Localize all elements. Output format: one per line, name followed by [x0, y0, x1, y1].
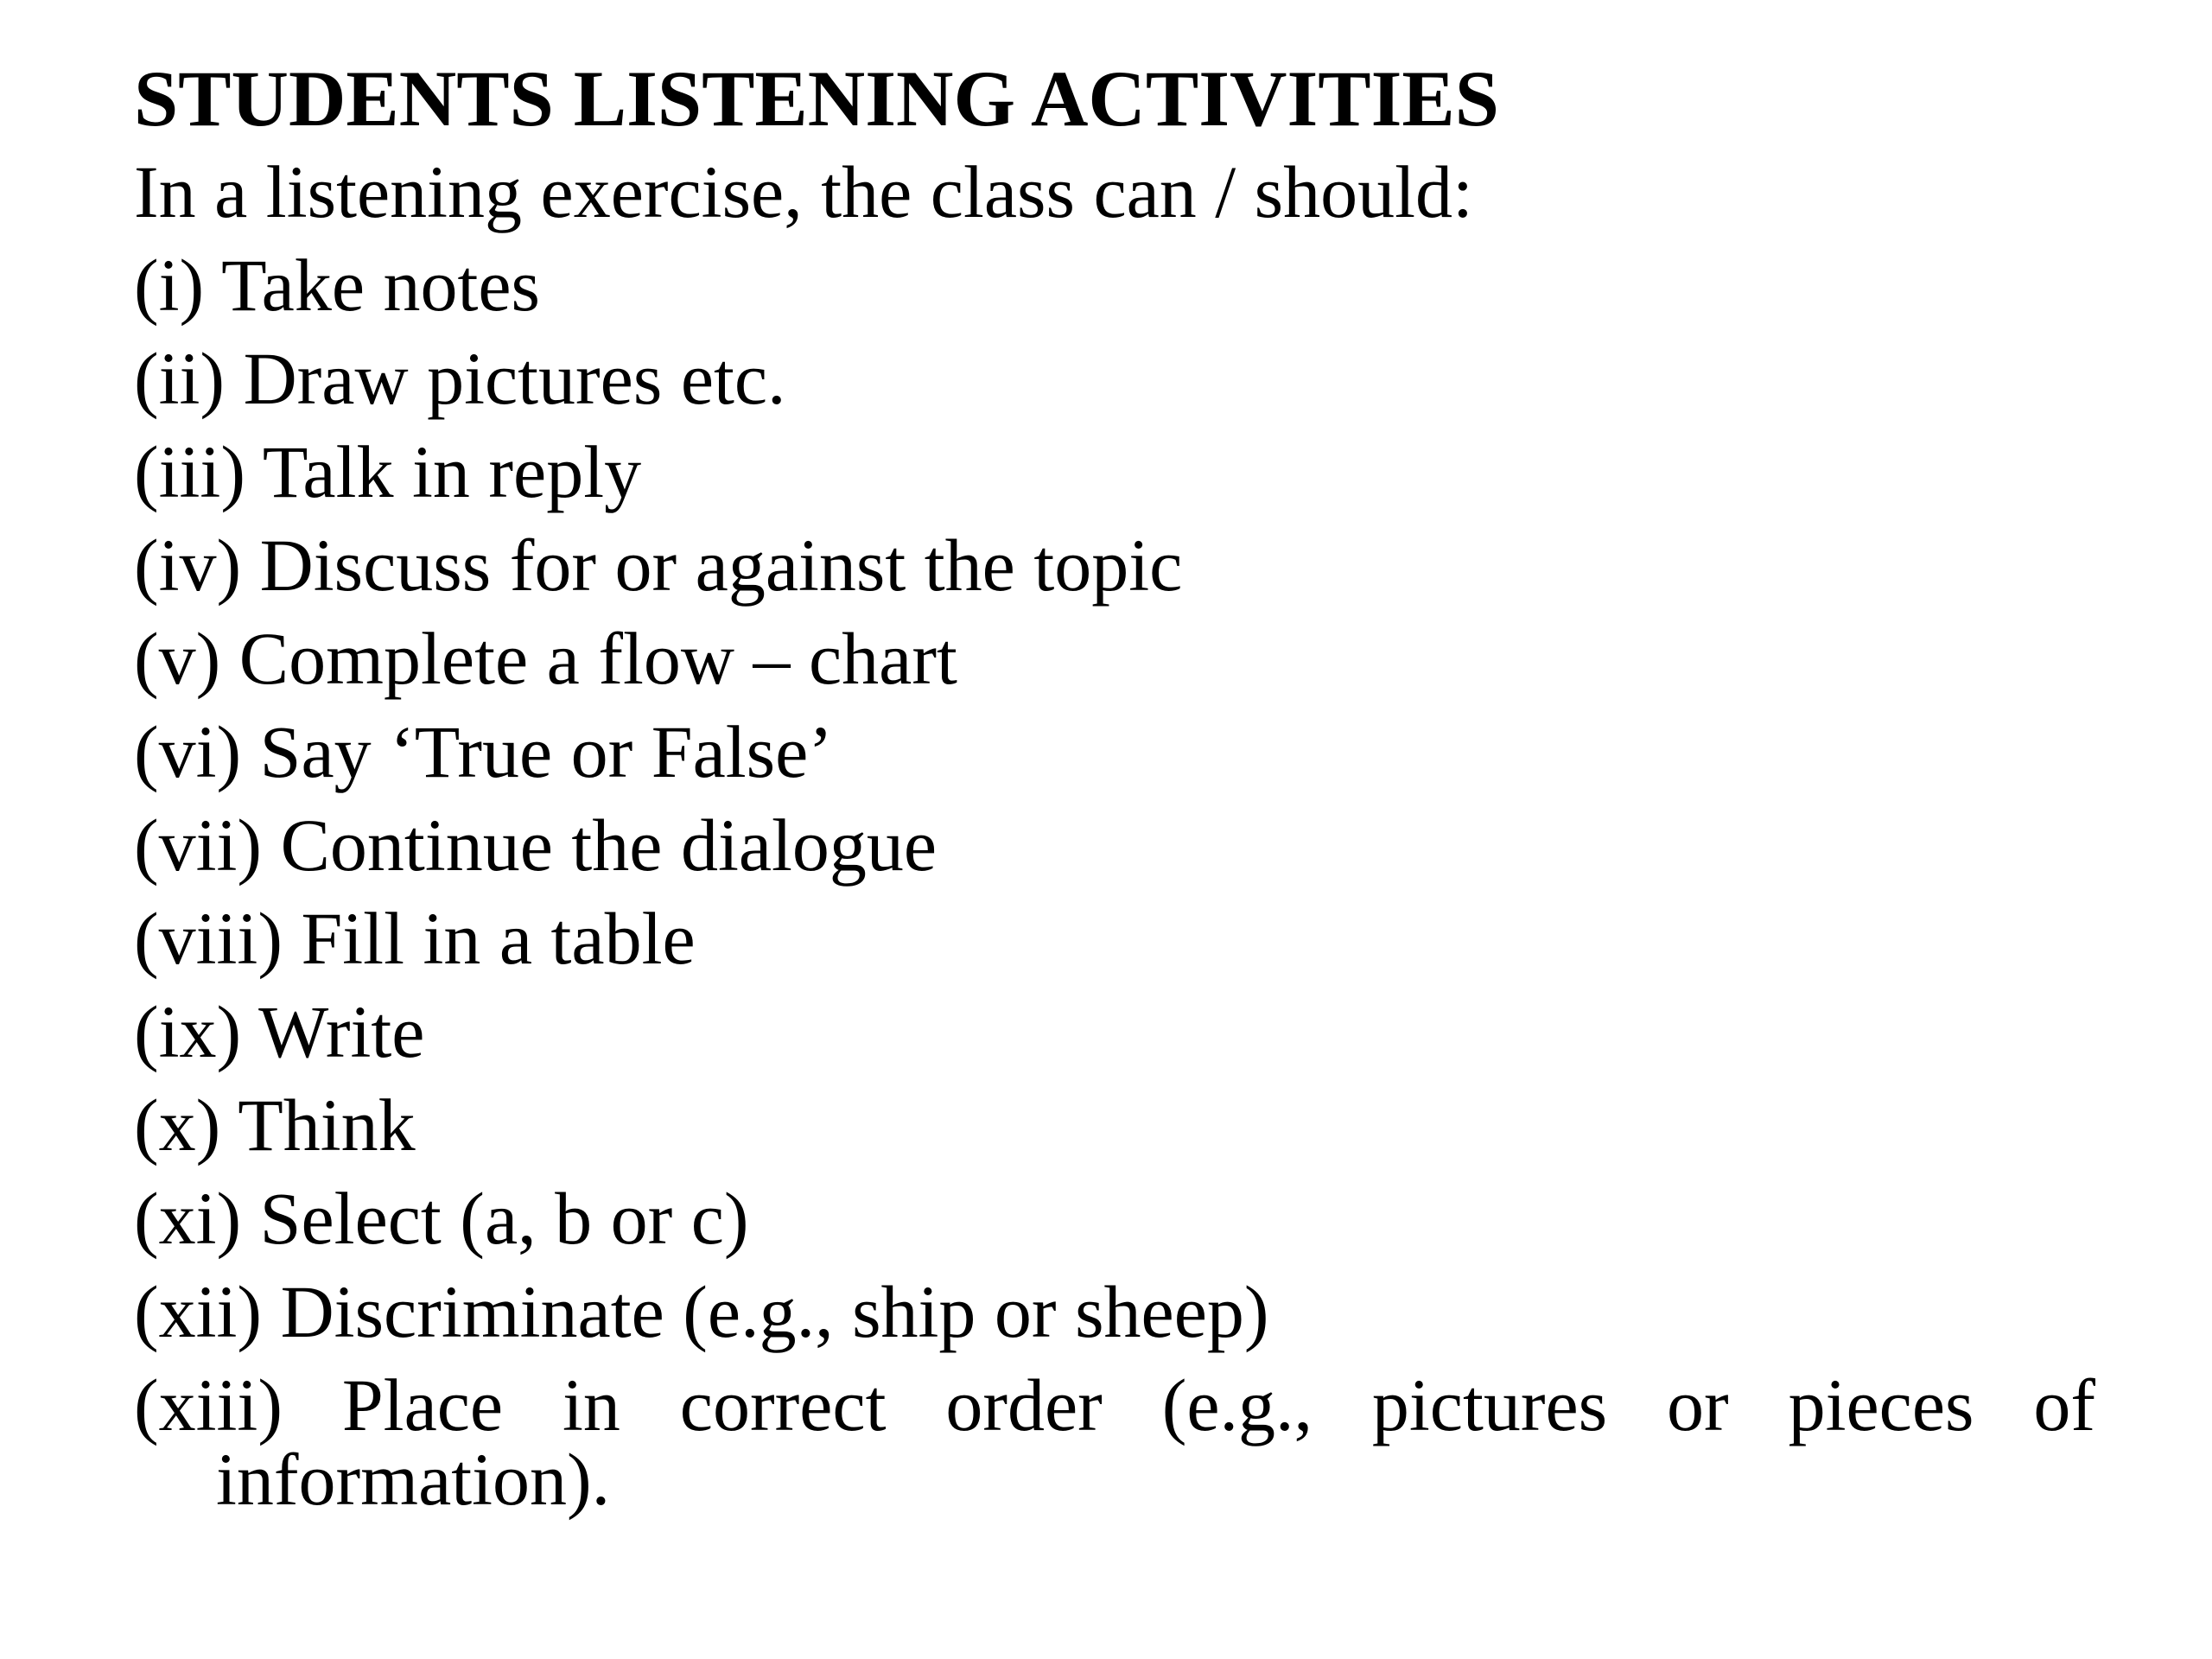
- list-item: (vi) Say ‘True or False’: [134, 710, 833, 793]
- document-page: [134, 52, 2095, 1521]
- list-item: (xiii) Place in correct order (e.g., pictures or pieces of information).: [134, 1363, 2095, 1521]
- intro-text: In a listening exercise, the class can / should:: [134, 150, 1473, 233]
- list-item: (iii) Talk in reply: [134, 430, 642, 513]
- list-item: (xi) Select (a, b or c): [134, 1177, 749, 1260]
- list-item: (x) Think: [134, 1084, 416, 1166]
- list-item: (v) Complete a flow – chart: [134, 617, 957, 700]
- list-item: (ix) Write: [134, 990, 425, 1073]
- document-heading: STUDENTS LISTENING ACTIVITIES: [134, 54, 1499, 143]
- list-item: (vii) Continue the dialogue: [134, 804, 938, 887]
- list-item: (viii) Fill in a table: [134, 897, 696, 980]
- activity-list: [134, 238, 2095, 1521]
- list-item: (ii) Draw pictures etc.: [134, 337, 786, 420]
- list-item: (xii) Discriminate (e.g., ship or sheep): [134, 1270, 1269, 1353]
- list-item: (iv) Discuss for or against the topic: [134, 524, 1183, 607]
- list-item: (i) Take notes: [134, 244, 541, 327]
